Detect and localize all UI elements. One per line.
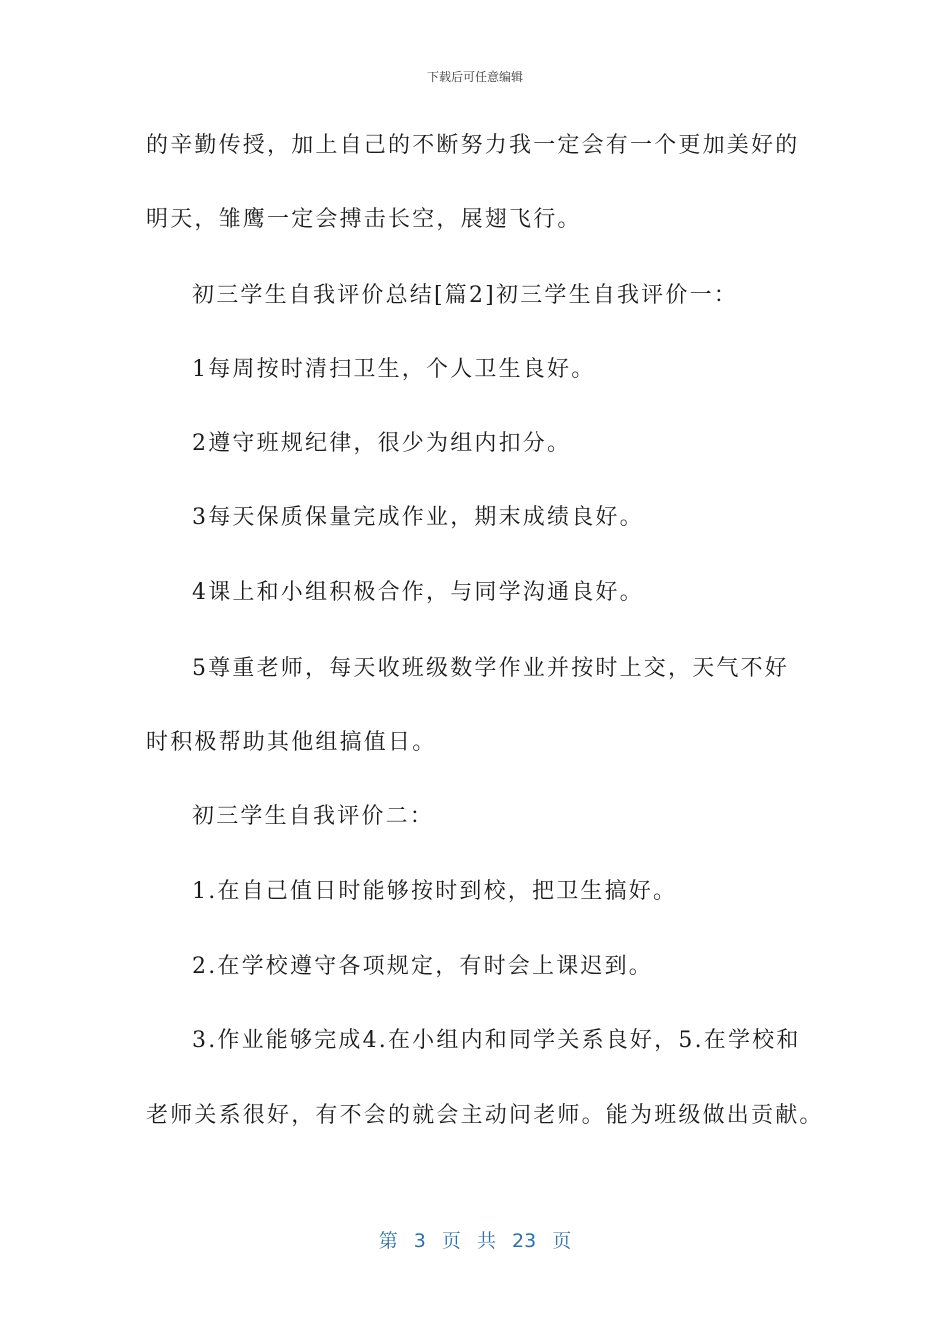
total-pages-number: 23	[512, 1230, 537, 1252]
list-item: 2.在学校遵守各项规定，有时会上课迟到。	[192, 954, 653, 979]
download-editable-note: 下载后可任意编辑	[426, 70, 523, 84]
page-label-suffix: 页	[552, 1230, 572, 1252]
page-footer	[0, 1226, 950, 1253]
paragraph-line: 明天，雏鹰一定会搏击长空，展翅飞行。	[146, 207, 582, 232]
list-item: 2遵守班规纪律，很少为组内扣分。	[192, 431, 572, 456]
paragraph-line: 的辛勤传授，加上自己的不断努力我一定会有一个更加美好的	[146, 133, 800, 158]
page-label-prefix: 第	[378, 1230, 398, 1252]
paragraph-line: 初三学生自我评价总结[篇2]初三学生自我评价一：	[192, 283, 738, 308]
paragraph-line: 初三学生自我评价二：	[192, 804, 435, 829]
paragraph-line: 时积极帮助其他组搞值日。	[146, 730, 437, 755]
current-page-number: 3	[413, 1230, 426, 1252]
list-item: 3每天保质保量完成作业，期末成绩良好。	[192, 505, 644, 530]
list-item: 3.作业能够完成4.在小组内和同学关系良好，5.在学校和	[192, 1028, 801, 1053]
page-label-middle: 页 共	[441, 1230, 496, 1252]
list-item: 4课上和小组积极合作，与同学沟通良好。	[192, 580, 644, 605]
paragraph-line: 老师关系很好，有不会的就会主动问老师。能为班级做出贡献。	[146, 1103, 824, 1128]
list-item: 1.在自己值日时能够按时到校，把卫生搞好。	[192, 879, 678, 904]
list-item: 5尊重老师，每天收班级数学作业并按时上交，天气不好	[192, 656, 789, 681]
list-item: 1每周按时清扫卫生，个人卫生良好。	[192, 357, 596, 382]
